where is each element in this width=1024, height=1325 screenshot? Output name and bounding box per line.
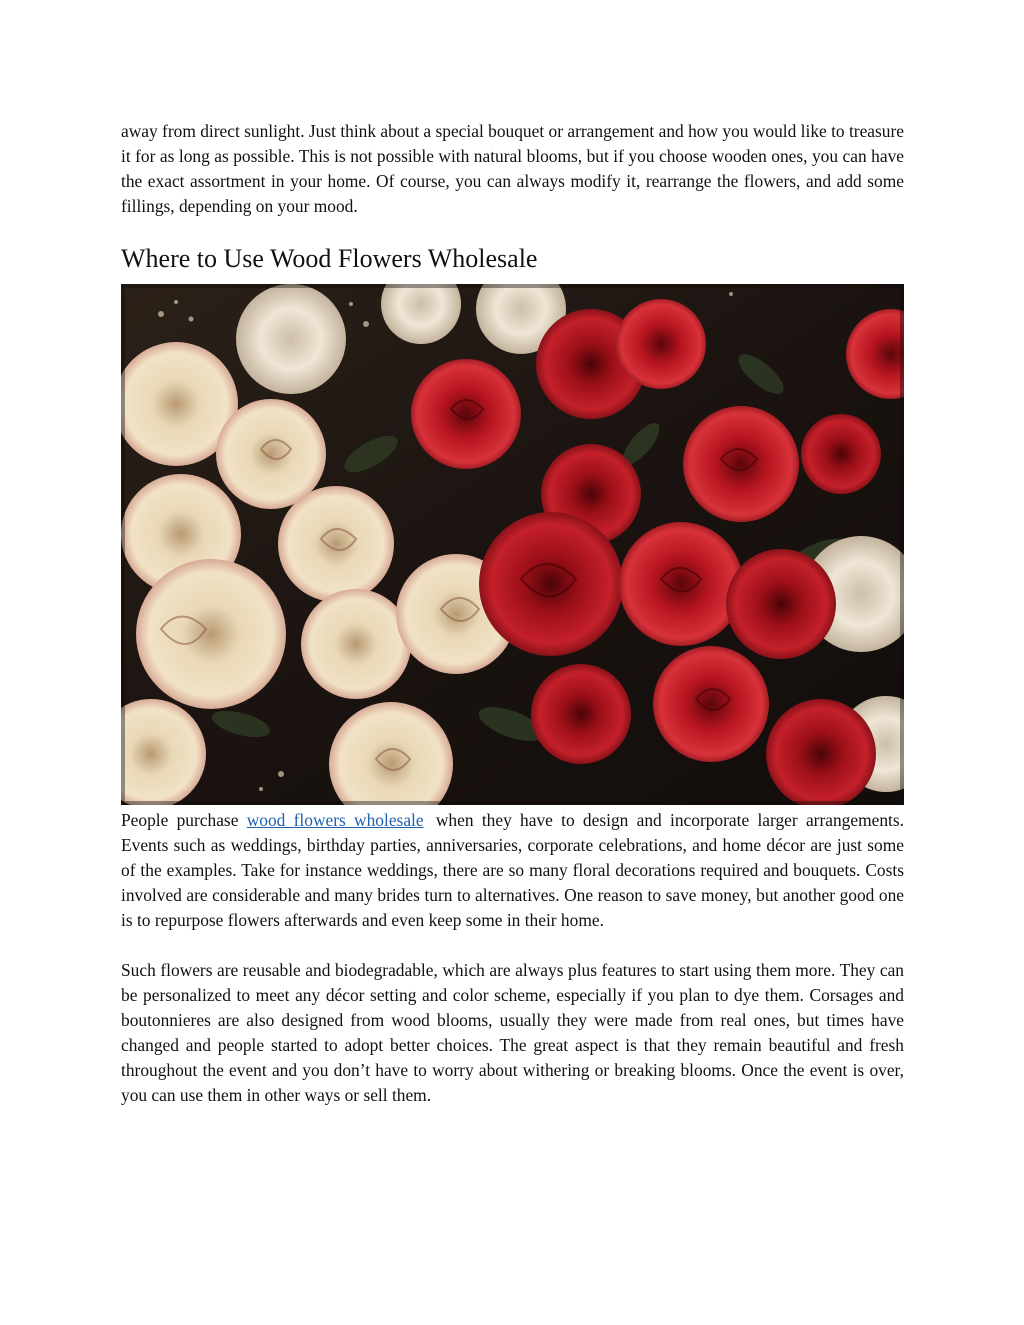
intro-paragraph: away from direct sunlight. Just think about a special bouquet or arrangement and how you would like to treasure it for as long as possible. This is not possible with natural blooms, but if you choose wooden ones, you can have the exact assortment in your home. Of course, you can always modify it, rearrange the flowers, and add some fillings, depending on your mood. <box>121 121 904 216</box>
wood-flowers-wholesale-link[interactable]: wood flowers wholesale <box>246 810 424 830</box>
document-page <box>121 119 904 1108</box>
section-heading-wrap <box>121 243 904 275</box>
paragraph-two <box>121 808 904 933</box>
paragraph-two-lead: People purchase <box>121 810 239 830</box>
section-heading: Where to Use Wood Flowers Wholesale <box>121 244 538 273</box>
paragraph-three: Such flowers are reusable and biodegradable, which are always plus features to start using them more. They can be personalized to meet any décor setting and color scheme, especially if you plan to dye them. Corsages and boutonnieres are also designed from wood blooms, usually they were made from real ones, but times have changed and people started to adopt better choices. The great aspect is that they remain beautiful and fresh throughout the event and you don’t have to worry about withering or breaking blooms. Once the event is over, you can use them in other ways or sell them. <box>121 960 904 1105</box>
paragraph-two-body: when they have to design and incorporate larger arrangements. Events such as weddings, birthday parties, anniversaries, corporate celebrations, and home décor are just some of the examples. Take for instance weddings, there are so many floral decorations required and bouquets. Costs involved are considerable and many brides turn to alternatives. One reason to save money, but another good one is to repurpose flowers afterwards and even keep some in their home. <box>121 810 904 930</box>
roses-photo <box>121 284 904 805</box>
